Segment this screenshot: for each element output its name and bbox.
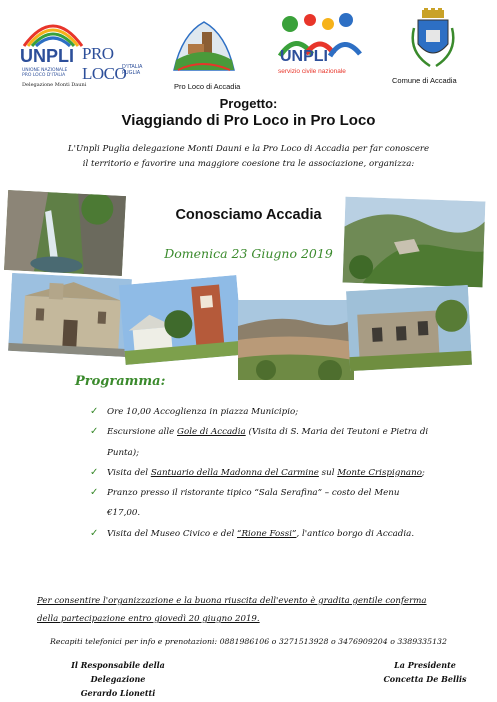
unpli-servizio-civile-logo (276, 10, 366, 80)
rsvp-notice-line-2: della partecipazione entro giovedì 20 giugno 2019. (37, 614, 260, 624)
proloco-sub1: D'ITALIA (122, 64, 143, 70)
photo-village-panorama (238, 300, 354, 380)
program-item-5-text-a: Visita del Museo Civico e del (107, 528, 238, 539)
rione-fossi-text: “Rione Fossi” (237, 528, 297, 539)
left-signature-role: Il Responsabile della Delegazione (71, 660, 165, 684)
proloco-logo-text: PRO LOCO (82, 44, 127, 83)
proloco-puglia-logo (82, 44, 152, 84)
right-signature-role: La Presidente (394, 660, 456, 670)
program-list (90, 402, 435, 544)
rsvp-notice-line-1: Per consentire l'organizzazione e la buona riuscita dell'evento è gradita gentile conferma (37, 596, 427, 606)
comune-caption: Comune di Accadia (392, 76, 457, 85)
program-item-5-text-b: , l'antico borgo di Accadia. (296, 528, 415, 539)
unpli-sub2: PRO LOCO D'ITALIA (22, 73, 66, 78)
programma-heading: Programma: (75, 374, 166, 389)
checkmark-icon: ✓ (90, 487, 99, 499)
servizio-sub: servizio civile nazionale (278, 68, 346, 75)
intro-line-2: il territorio e favorire una maggiore coesione tra le associazione, organizza: (82, 159, 415, 169)
program-item (90, 402, 435, 422)
program-item-3-text-c: ; (421, 467, 425, 478)
proloco-accadia-logo (172, 14, 242, 94)
checkmark-icon: ✓ (90, 406, 99, 417)
left-signature-name: Gerardo Lionetti (80, 688, 156, 698)
checkmark-icon: ✓ (90, 527, 99, 539)
checkmark-icon: ✓ (90, 466, 99, 478)
monte-crispignano-text: Monte Crispignano (337, 467, 422, 478)
unpli-logo-text: UNPLI (20, 46, 74, 66)
photo-gorge-waterfall (4, 190, 126, 276)
contact-phones: Recapiti telefonici per info e prenotazioni: 0881986106 o 3271513928 o 3476909204 o 3389335132 (50, 637, 447, 646)
intro-line-1: L'Unpli Puglia delegazione Monti Dauni e la Pro Loco di Accadia per far conoscere (67, 144, 430, 154)
program-item-3-text-a: Visita del (107, 467, 151, 478)
event-title: Conosciamo Accadia (175, 207, 322, 223)
servizio-logo-text: UNPLI (280, 48, 328, 65)
comune-accadia-crest (388, 8, 488, 88)
program-item-1-text: Ore 10,00 Accoglienza in piazza Municipio; (107, 407, 299, 417)
signature-right (375, 658, 475, 686)
program-item (90, 422, 435, 463)
unpli-delegation: Delegazione Monti Dauni (22, 82, 87, 88)
proloco-accadia-emblem-icon (172, 14, 236, 74)
unpli-logo (18, 12, 88, 92)
proloco-sub2: PUGLIA (122, 70, 141, 76)
program-item-4-text: Pranzo presso il ristorante tipico “Sala Serafina” – costo del Menu €17,00. (107, 488, 400, 519)
photo-mountain-valley (343, 197, 486, 288)
photo-church-facade (8, 273, 132, 357)
proloco-accadia-caption: Pro Loco di Accadia (174, 82, 241, 91)
santuario-text: Santuario della Madonna del Carmine (150, 467, 319, 478)
unpli-arc-icon (18, 12, 88, 48)
program-item (90, 463, 435, 483)
event-date: Domenica 23 Giugno 2019 (164, 246, 333, 261)
project-label: Progetto: (219, 96, 278, 111)
program-item-3-text-b: sul (318, 467, 338, 478)
program-item-2-text-b: (Visita di S. Maria dei Teutoni e Pietra di Punta); (107, 427, 429, 458)
program-item (90, 524, 435, 544)
unpli-sub1: UNIONE NAZIONALE (22, 68, 68, 73)
gole-di-accadia-text: Gole di Accadia (177, 427, 246, 438)
program-item-2-text-a: Escursione alle (107, 427, 178, 438)
photo-rione-fossi-ruins (346, 285, 472, 371)
photo-sanctuary-tower (119, 275, 244, 365)
program-item (90, 483, 435, 524)
coat-of-arms-icon (410, 8, 456, 70)
right-signature-name: Concetta De Bellis (383, 674, 467, 684)
signature-left (48, 658, 188, 700)
checkmark-icon: ✓ (90, 426, 99, 438)
project-title: Viaggiando di Pro Loco in Pro Loco (121, 112, 376, 129)
